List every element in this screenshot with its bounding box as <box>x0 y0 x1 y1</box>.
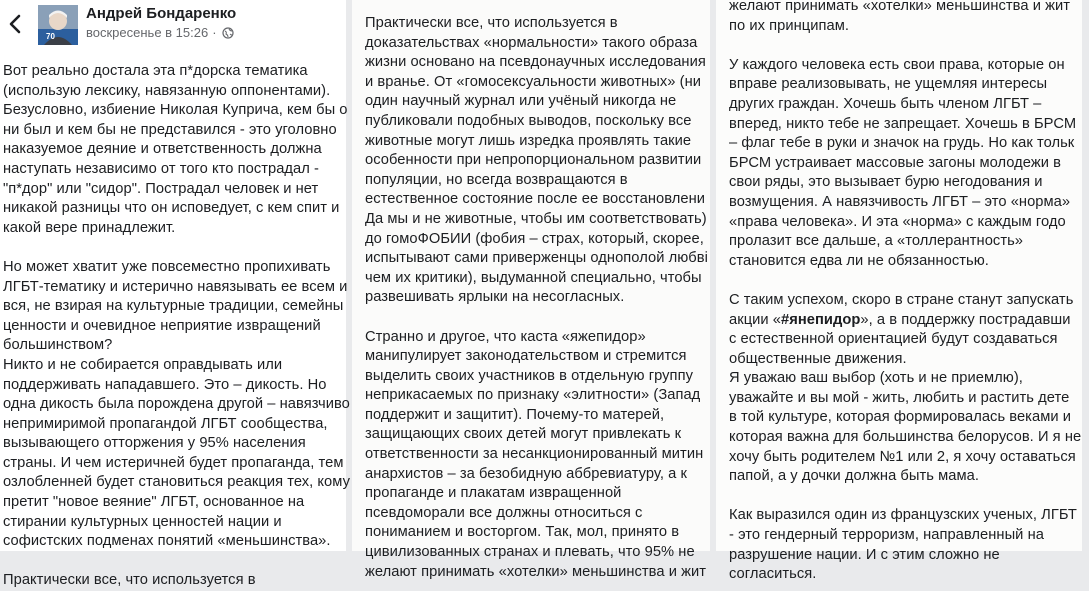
text-line: общественные движения. <box>729 350 907 367</box>
text-line: уважайте и вы мой - жить, любить и растить дете <box>729 389 1070 406</box>
text-line: и вранье. От «гомосексуальности животных» (ни <box>365 73 701 90</box>
text-line: желают принимать «хотелки» меньшинства и жит <box>365 563 706 580</box>
text-line: Странно и другое, что каста «яжепидор» <box>365 328 646 345</box>
text-line: развешивать ярлыки на несогласных. <box>365 289 625 306</box>
text-line: публиковали подобных выводов, поскольку все <box>365 112 692 129</box>
paragraph-gap <box>365 308 715 328</box>
avatar[interactable] <box>38 5 78 45</box>
text-line: никакой разницы что он исповедует, с кем спит и <box>3 200 340 217</box>
text-line: Практически все, что используется в <box>365 15 618 31</box>
text-line: желают принимать «хотелки» меньшинства и жит <box>729 0 1070 14</box>
text-line: Безусловно, избиение Николая Куприча, кем бы о <box>3 102 348 119</box>
text-line: чем их критики), выдуманной специально, чтобы <box>365 269 702 286</box>
text-line: выделить своих участников в отдельную группу <box>365 367 693 384</box>
text-line: популяции, но всегда возвращаются в <box>365 171 628 188</box>
text-line: по их принципам. <box>729 17 849 34</box>
text-line: (использую лексику, навязанную оппонентами). <box>3 82 331 99</box>
text-line: «права человека». И эта «норма» с каждым годо <box>729 213 1066 230</box>
text-line: Практически все, что используется в <box>3 572 256 589</box>
text-line: какой вере принадлежит. <box>3 219 176 236</box>
text-line: жизни основано на псевдонаучных исследования <box>365 54 706 71</box>
post-panel-3 <box>716 0 1082 583</box>
text-line: БРСМ устраивает массовые загоны молодежи в <box>729 154 1061 171</box>
post-header <box>0 0 346 50</box>
text-line: поддержит и защитит). Почему-то матерей, <box>365 406 665 423</box>
text-line: Вот реально достала эта п*дорска тематика <box>3 63 308 79</box>
paragraph-gap <box>729 487 1089 507</box>
text-line: ЛГБТ-тематику и истерично навязывать ее всем и <box>3 278 348 295</box>
text-line: манипулирует законодательством и стремится <box>365 348 687 365</box>
text-line: в той культуре, которая формировалась веками и <box>729 409 1071 426</box>
hashtag-link[interactable]: #янепидор <box>781 311 861 328</box>
text-line: "п*дор" или "сидор". Пострадал человек и нет <box>3 180 319 197</box>
text-line: испытывают сами приверженцы однополой любві <box>365 250 708 267</box>
paragraph-gap <box>3 238 349 258</box>
back-arrow-icon[interactable] <box>6 13 24 35</box>
text-line: анархистов – за безобидную аббревиатуру, а к <box>365 465 687 482</box>
text-line: озлобленней будет становиться реакция тех, кому <box>3 474 350 491</box>
text-line: Никто и не собирается оправдывать или <box>3 356 283 373</box>
text-line: – флаг тебе в руки и значок на грудь. Но как тольк <box>729 135 1075 152</box>
text-line: один научный журнал или учёный никогда не <box>365 93 677 110</box>
text-line: естественное состояние после ее восстановлени <box>365 191 706 208</box>
post-text-column-3 <box>716 0 1089 585</box>
text-line: страны. И чем истеричней будет пропаганда, тем <box>3 454 344 471</box>
text-line: возмущения. А навязчивость ЛГБТ – это «норма» <box>729 193 1071 210</box>
text-line: непримиримой пропагандой ЛГБТ сообщества, <box>3 415 328 432</box>
text-line: животные могут лишь изредка проявлять такие <box>365 132 692 149</box>
text-line: ответственности за несанкционированный митин <box>365 446 704 463</box>
text-line: неприкасаемых по признаку «элитности» (Запад <box>365 387 701 404</box>
text-line: до гомоФОБИИ (фобия – страх, который, скорее, <box>365 230 704 247</box>
post-text-column-2 <box>352 14 715 582</box>
text-line: софистских подменах понятий «меньшинства». <box>3 533 331 550</box>
text-line: папой, а у дочки должна быть мама. <box>729 468 979 485</box>
text-line: доказательствах «нормальности» такого образа <box>365 34 698 51</box>
text-line: защищающих своих детей могут привлекать к <box>365 426 682 443</box>
text-line: ни был и кем бы не представился - это уголовно <box>3 121 337 138</box>
text-line: которая важна для большинства белорусов. И я не <box>729 429 1082 446</box>
text-line: вправе реализовывать, не ущемляя интересы <box>729 76 1048 93</box>
paragraph-gap <box>3 552 349 572</box>
text-line: пролазит все дальше, а «толлерантность» <box>729 233 1024 250</box>
text-line: Как выразился один из французских ученых, ЛГБТ <box>729 507 1077 524</box>
post-panel-2 <box>352 0 710 580</box>
post-text-column-1 <box>0 62 349 591</box>
text-line: стирании культурных ценностей нации и <box>3 513 282 530</box>
text-line: вся, не взирая на культурные традиции, семейны <box>3 298 344 315</box>
text-line: особенности при непропорциональном развитии <box>365 152 702 169</box>
text-line: Да мы и не животные, чтобы им соответствовать) <box>365 210 707 227</box>
meta-separator: · <box>212 25 217 40</box>
post-timestamp[interactable]: воскресенье в 15:26 <box>86 25 209 40</box>
text-line: наказуемое деяние и ответственность должна <box>3 141 322 158</box>
paragraph-gap <box>729 271 1089 291</box>
text-line: С таким успехом, скоро в стране станут запускать <box>729 291 1074 308</box>
text-line: хочу быть родителем №1 или 2, я хочу оставаться <box>729 448 1076 465</box>
text-line: согласиться. <box>729 566 817 583</box>
text-line: становится едва ли не обязанностью. <box>729 252 989 269</box>
text-line: свои ряды, это вызывает бурю негодования и <box>729 174 1043 191</box>
text-line: поддерживать нападавшего. Это – дикость. Но <box>3 376 327 393</box>
text-line: с естественной ориентацией будут создаваться <box>729 331 1058 348</box>
hashtag-suffix: », а в поддержку пострадавши <box>860 311 1071 328</box>
text-line: пониманием и восторгом. Так, мол, принято в <box>365 524 680 541</box>
hashtag-line <box>729 311 1089 331</box>
text-line: У каждого человека есть свои права, которые он <box>729 56 1065 73</box>
text-line: цивилизованных странах и плевать, что 95% не <box>365 544 695 561</box>
avatar-badge-text: 70 <box>46 32 55 41</box>
text-line: большинством? <box>3 337 113 354</box>
text-line: ценности и очевидное неприятие извращений <box>3 317 321 334</box>
hashtag-prefix: акции « <box>729 311 782 328</box>
text-line: вызывающего отторжения у 95% населения <box>3 435 306 452</box>
text-line: наступать независимо от того кто пострадал - <box>3 160 319 177</box>
globe-icon <box>222 27 234 39</box>
text-line: одна дикость была порождена другой – навязчиво <box>3 396 350 413</box>
text-line: вперед, никто тебе не запрещает. Хочешь в БРСМ <box>729 115 1077 132</box>
text-line: других граждан. Хочешь быть членом ЛГБТ – <box>729 95 1042 112</box>
post-meta <box>86 25 234 40</box>
text-line: претит "новое веяние" ЛГБТ, основанное на <box>3 494 305 511</box>
text-line: Но может хватит уже повсеместно пропихивать <box>3 258 331 275</box>
text-line: - это гендерный терроризм, направленный на <box>729 527 1044 544</box>
post-panel-1 <box>0 0 350 589</box>
paragraph-gap <box>729 36 1089 56</box>
text-line: Я уважаю ваш выбор (хоть и не приемлю), <box>729 370 1023 387</box>
text-line: пропаганде и плакатам извращенной <box>365 485 622 502</box>
text-line: разрушение нации. И с этим сложно не <box>729 546 1000 563</box>
text-line: псевдоморали все должны относиться с <box>365 504 643 521</box>
author-name[interactable]: Андрей Бондаренко <box>86 5 237 22</box>
